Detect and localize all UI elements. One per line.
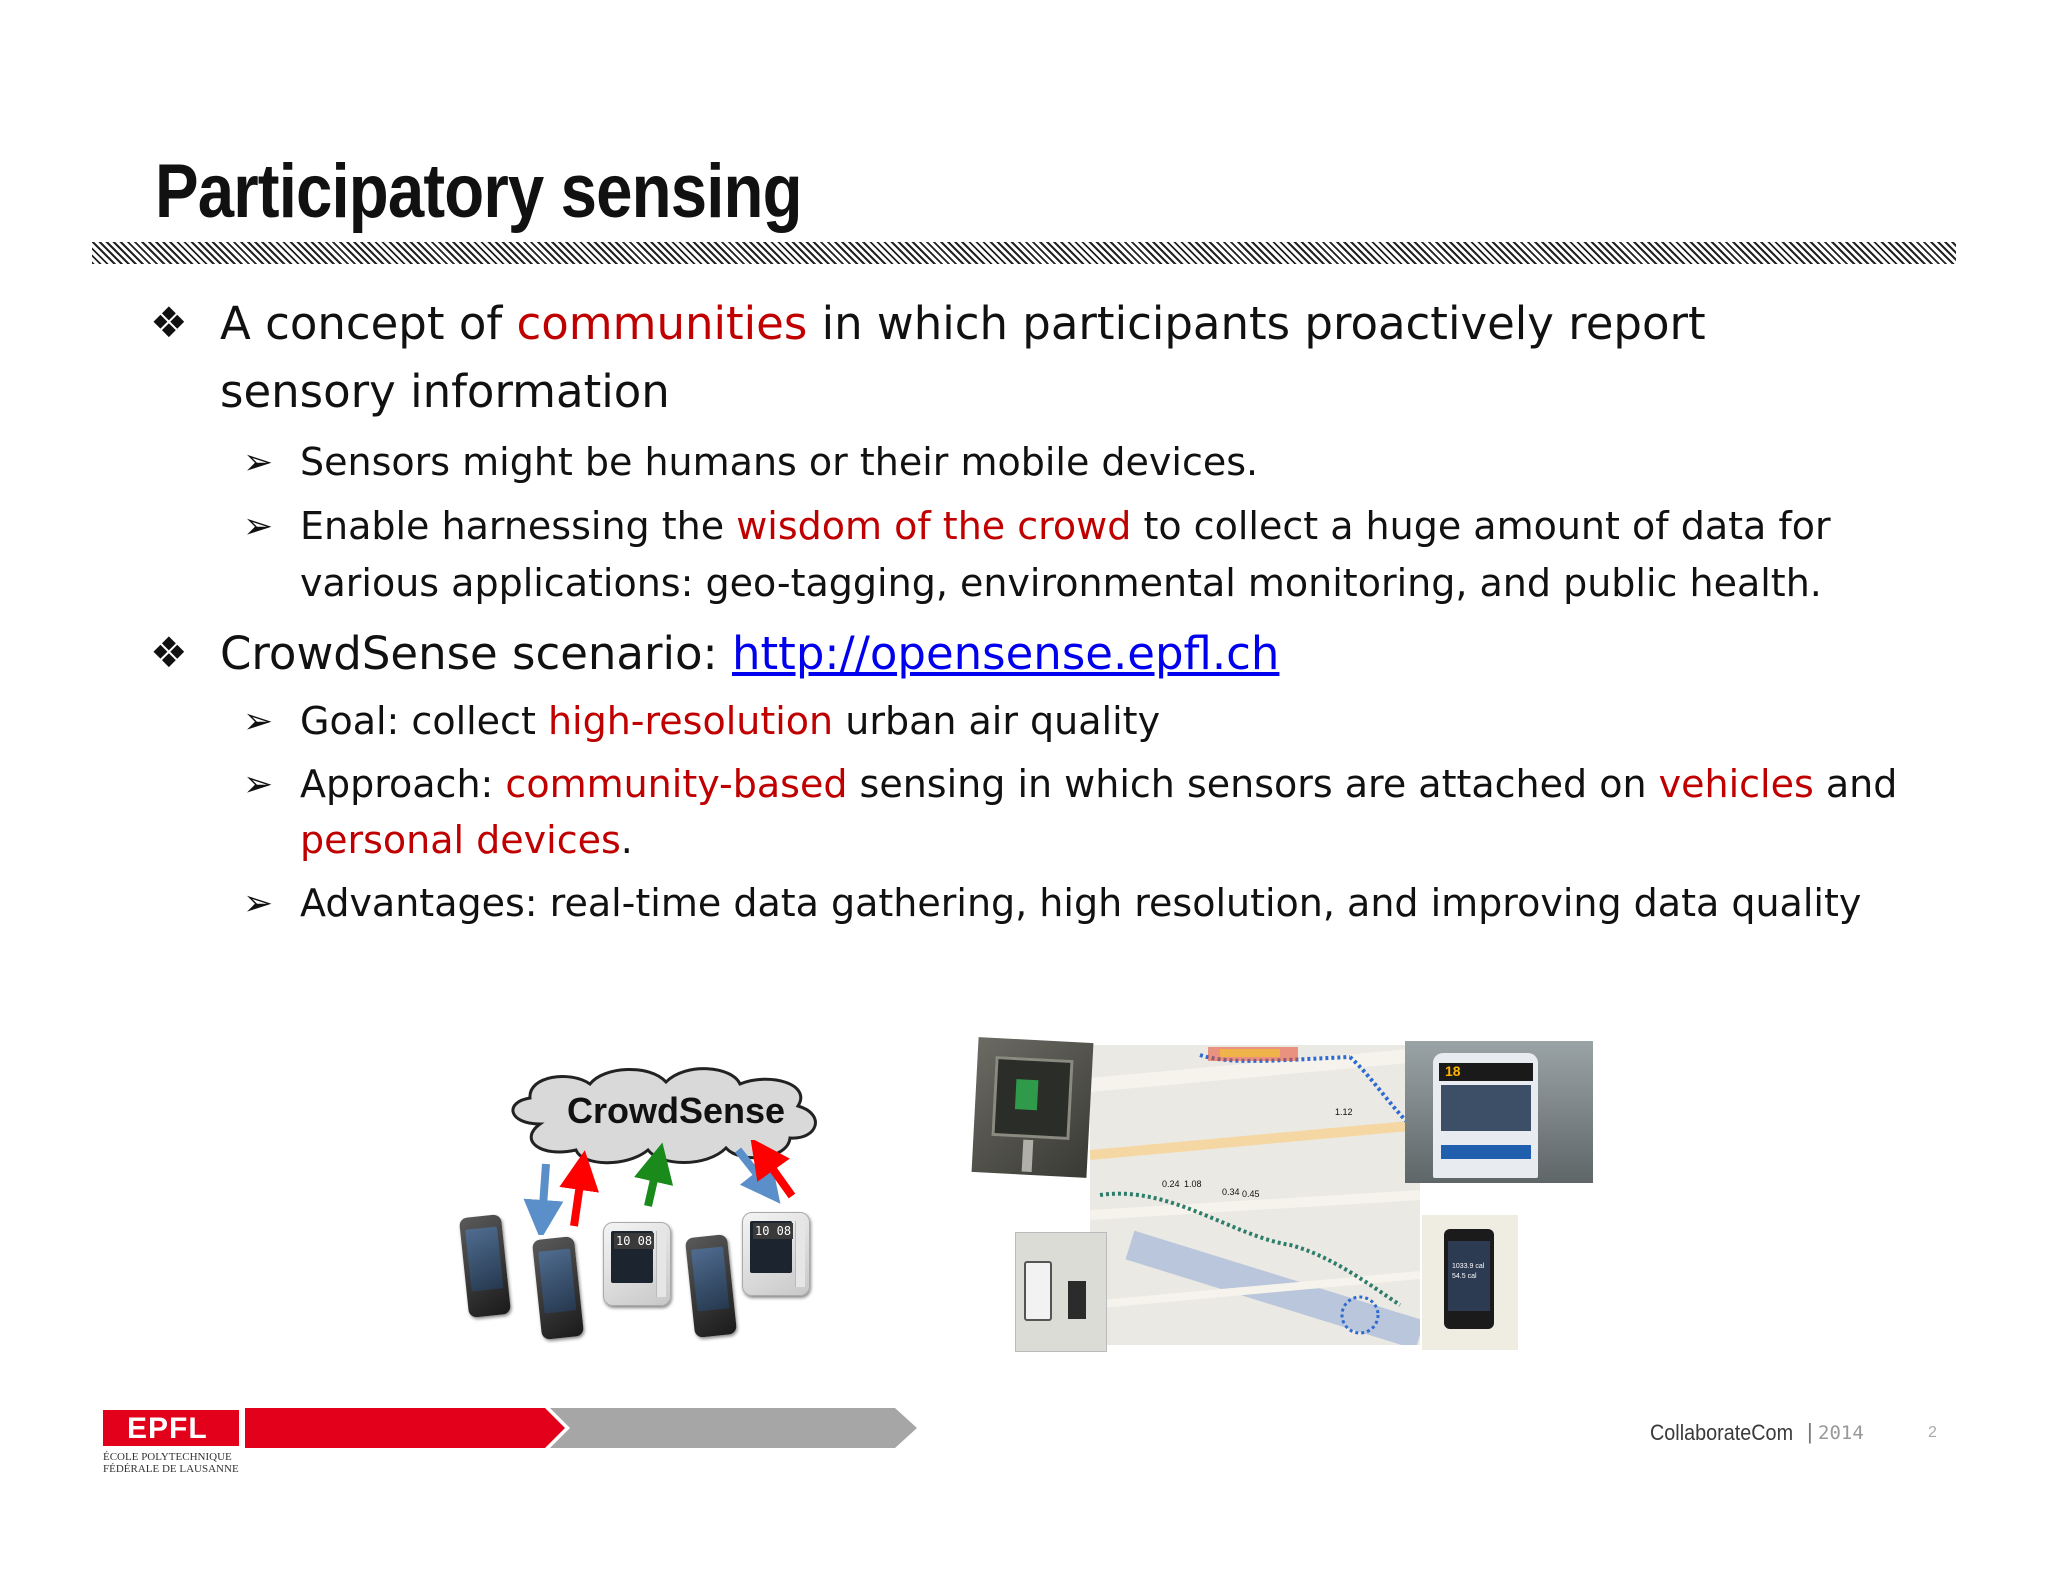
upload-arrow-icon <box>574 1170 582 1226</box>
bullet-text: in which participants proactively report <box>807 297 1706 350</box>
phone-readout-photo <box>1422 1215 1518 1350</box>
bullet-text: A concept of <box>220 297 517 350</box>
bullet-text: CrowdSense scenario: <box>220 627 733 680</box>
map-label: 0.45 <box>1242 1189 1260 1199</box>
bullet-communities <box>220 290 1706 358</box>
epfl-logo-line1: ÉCOLE POLYTECHNIQUE <box>103 1451 232 1463</box>
crowdsense-cloud-label: CrowdSense <box>567 1090 786 1131</box>
sub-bullet-approach-line2 <box>300 812 633 869</box>
arrowhead-bullet-icon: ➢ <box>243 764 274 805</box>
bullet-text: sensing in which sensors are attached on <box>847 762 1659 806</box>
bullet-text: Goal: collect <box>300 699 548 743</box>
four-diamond-bullet-icon: ❖ <box>150 298 188 347</box>
upload-arrow-icon <box>648 1162 658 1206</box>
smartphone-icon <box>742 1212 810 1296</box>
bullet-text: and <box>1813 762 1898 806</box>
highlight-personal-devices: personal devices <box>300 818 621 862</box>
bullet-communities-line2: sensory information <box>220 365 670 418</box>
title-hatch-divider <box>92 242 1956 264</box>
phone-reading: 54.5 cal <box>1452 1273 1477 1280</box>
bus-route-sign: 18 <box>1445 1063 1461 1079</box>
slide-title: Participatory sensing <box>155 149 802 234</box>
arrowhead-bullet-icon: ➢ <box>243 506 274 547</box>
sensor-kit-photo <box>1015 1232 1107 1352</box>
phone-clock: 10 08 <box>755 1224 792 1238</box>
sub-bullet-sensors: Sensors might be humans or their mobile devices. <box>300 440 1259 484</box>
smartphone-icon <box>459 1214 511 1318</box>
sub-bullet-wisdom-line2: various applications: geo-tagging, environmental monitoring, and public health. <box>300 561 1822 605</box>
four-diamond-bullet-icon: ❖ <box>150 628 188 677</box>
smartphone-icon <box>532 1236 584 1340</box>
phone-clock: 10 08 <box>616 1234 653 1248</box>
highlight-community-based: community-based <box>505 762 848 806</box>
map-label: 1.12 <box>1335 1107 1353 1117</box>
bullet-text: Enable harnessing the <box>300 504 737 548</box>
highlight-high-resolution: high-resolution <box>547 699 834 743</box>
smartphone-icon <box>603 1222 671 1306</box>
map-label: 0.24 <box>1162 1179 1180 1189</box>
epfl-logo-line2: FÉDÉRALE DE LAUSANNE <box>103 1463 239 1475</box>
air-quality-map <box>1090 1045 1420 1345</box>
footer-separator: | <box>1807 1419 1813 1444</box>
arrowhead-bullet-icon: ➢ <box>243 701 274 742</box>
arrowhead-bullet-icon: ➢ <box>243 442 274 483</box>
sub-bullet-advantages: Advantages: real-time data gathering, high resolution, and improving data quality <box>300 881 1862 925</box>
bullet-text: . <box>620 818 633 862</box>
phone-reading: 1033.9 cal <box>1452 1263 1485 1270</box>
sensor-box-photo <box>972 1037 1094 1178</box>
highlight-communities: communities <box>516 297 808 350</box>
highlight-vehicles: vehicles <box>1658 762 1814 806</box>
bullet-crowdsense <box>220 620 1279 688</box>
map-label: 1.08 <box>1184 1179 1202 1189</box>
bullet-text: to collect a huge amount of data for <box>1131 504 1831 548</box>
epfl-logo-text: EPFL <box>127 1412 208 1445</box>
page-number: 2 <box>1928 1424 1937 1441</box>
footer-arrow-bars <box>245 1408 920 1448</box>
conference-year: 2014 <box>1818 1422 1864 1444</box>
bus-photo <box>1405 1041 1593 1183</box>
upload-arrow-icon <box>762 1154 792 1196</box>
smartphone-icon <box>685 1234 737 1338</box>
bullet-text: urban air quality <box>833 699 1161 743</box>
download-arrow-icon <box>542 1164 546 1220</box>
arrowhead-bullet-icon: ➢ <box>243 883 274 924</box>
conference-name: CollaborateCom <box>1650 1420 1794 1445</box>
sub-bullet-wisdom <box>300 498 1831 555</box>
epfl-logo <box>103 1410 239 1446</box>
map-label: 0.34 <box>1222 1187 1240 1197</box>
highlight-wisdom: wisdom of the crowd <box>736 504 1132 548</box>
opensense-link[interactable]: http://opensense.epfl.ch <box>732 627 1280 680</box>
bullet-text: Approach: <box>300 762 506 806</box>
sub-bullet-approach <box>300 756 1897 813</box>
sub-bullet-goal <box>300 693 1160 750</box>
